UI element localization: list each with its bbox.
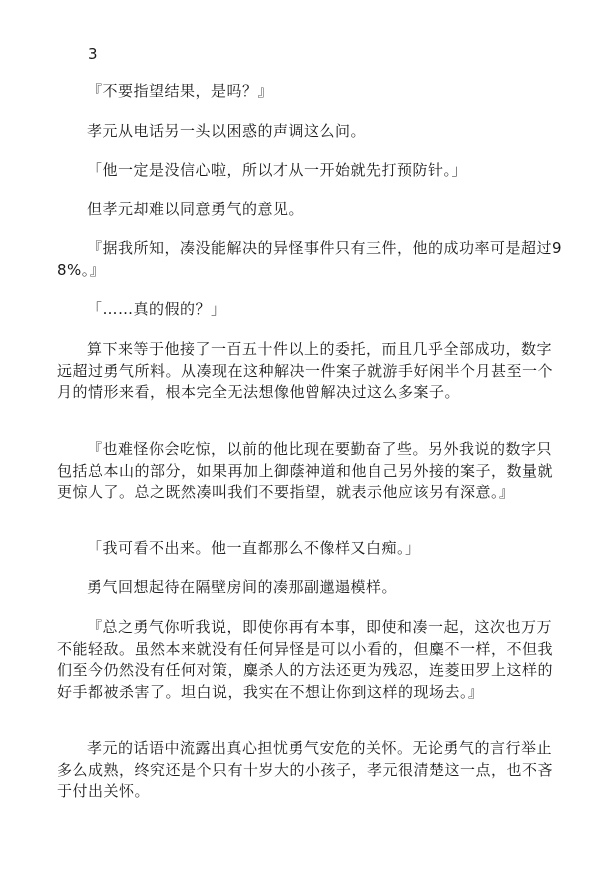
paragraph: 『不要指望结果，是吗？』 (87, 82, 274, 100)
paragraph: 『也难怪你会吃惊，以前的他比现在要勤奋了些。另外我说的数字只包括总本山的部分，如果再加上御蔭神道和他自己另外接的案子，数量就更惊人了。总之既然凑叫我们不要指望，就表示他应该另有深意。』 (57, 440, 554, 501)
paragraph: 孝元的话语中流露出真心担忧勇气安危的关怀。无论勇气的言行举止多么成熟，终究还是个只有十岁大的小孩子，孝元很清楚这一点，也不吝于付出关怀。 (57, 739, 554, 800)
paragraph: 孝元从电话另一头以困惑的声调这么问。 (87, 122, 367, 140)
paragraph: 『据我所知，凑没能解决的异怪事件只有三件，他的成功率可是超过98%。』 (57, 239, 563, 279)
paragraph: 「……真的假的？」 (87, 300, 227, 318)
paragraph: 『总之勇气你听我说，即使你再有本事，即使和凑一起，这次也万万不能轻敌。虽然本来就没有任何异怪是可以小看的，但麋不一样，不但我们至今仍然没有任何对策，麋杀人的方法还更为残忍，连菱田罗上这样的好手都被杀害了。坦白说，我实在不想让你到这样的现场去。』 (57, 618, 554, 701)
paragraph: 「他一定是没信心啦，所以才从一开始就先打预防针。」 (87, 161, 468, 179)
paragraph: 「我可看不出来。他一直都那么不像样又白痴。」 (87, 539, 421, 557)
page-number: 3 (88, 45, 98, 63)
paragraph: 算下来等于他接了一百五十件以上的委托，而且几乎全部成功，数字远超过勇气所料。从凑现在这种解决一件案子就游手好闲半个月甚至一个月的情形来看，根本完全无法想像他曾解决过这么多案子。 (57, 340, 554, 401)
paragraph: 勇气回想起待在隔壁房间的凑那副邋遢模样。 (87, 578, 398, 596)
paragraph: 但孝元却难以同意勇气的意见。 (87, 200, 305, 218)
